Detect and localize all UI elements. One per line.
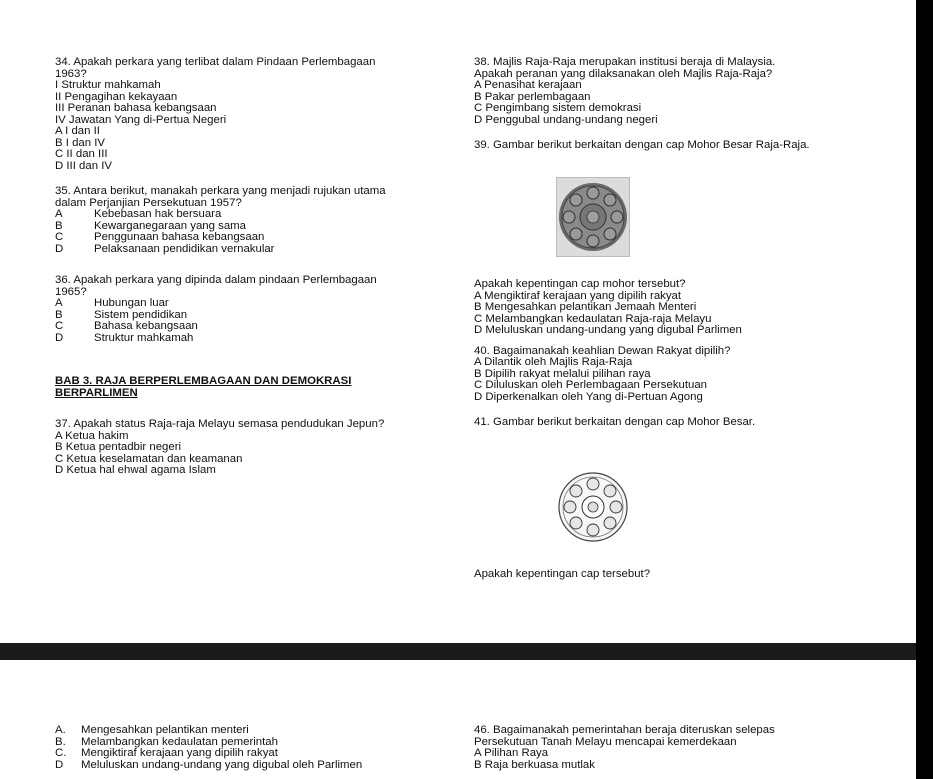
answer-option: C Ketua keselamatan dan keamanan: [55, 452, 243, 465]
answer-option: D III dan IV: [55, 159, 112, 172]
answer-option: B Dipilih rakyat melalui pilihan raya: [474, 367, 651, 380]
left-column: [55, 57, 455, 477]
answer-option: C Diluluskan oleh Perlembagaan Persekutuan: [474, 379, 708, 391]
answer-option: D Diperkenalkan oleh Yang di-Pertuan Agong: [474, 390, 703, 403]
answer-option: A Dilantik oleh Majlis Raja-Raja: [474, 356, 633, 368]
seal-photo: [556, 177, 630, 257]
right-column-continued: [474, 279, 894, 429]
question-41-options: [55, 725, 455, 771]
question-37: [55, 419, 455, 477]
question-stem: Apakah peranan yang dilaksanakan oleh Majlis Raja-Raja?: [474, 67, 773, 80]
answer-option: A Mengiktiraf kerajaan yang dipilih rakyat: [474, 289, 682, 302]
chapter-title: BERPARLIMEN: [55, 386, 138, 399]
answer-option: B Sistem pendidikan: [55, 308, 188, 321]
question-prompt: Apakah kepentingan cap mohor tersebut?: [474, 278, 686, 290]
question-41-stem: 41. Gambar berikut berkaitan dengan cap Mohor Besar.: [474, 416, 756, 428]
answer-option: D Meluluskan undang-undang yang digubal oleh Parlimen: [55, 758, 363, 771]
question-stem: 35. Antara berikut, manakah perkara yang menjadi rujukan utama: [55, 185, 386, 197]
answer-option: D Meluluskan undang-undang yang digubal Parlimen: [474, 324, 742, 336]
answer-option: C. Mengiktiraf kerajaan yang dipilih rakyat: [55, 747, 278, 759]
question-34: [55, 57, 455, 172]
right-column: [474, 57, 894, 152]
answer-option: B Ketua pentadbir negeri: [55, 441, 182, 453]
question-39-stem: 39. Gambar berikut berkaitan dengan cap Mohor Besar Raja-Raja.: [474, 139, 810, 151]
chapter-title: BAB 3. RAJA BERPERLEMBAGAAN DAN DEMOKRASI: [55, 375, 352, 387]
answer-option: A Hubungan luar: [55, 297, 169, 309]
worksheet-page-2: [0, 660, 916, 779]
answer-option: B Kewarganegaraan yang sama: [55, 219, 246, 232]
seal-drawing: [554, 471, 632, 543]
question-stem: 38. Majlis Raja-Raja merupakan institusi beraja di Malaysia.: [474, 56, 776, 68]
answer-option: D Struktur mahkamah: [55, 331, 194, 344]
answer-option: A I dan II: [55, 125, 100, 137]
answer-option: B Pakar perlembagaan: [474, 90, 591, 103]
question-stem: 1963?: [55, 67, 87, 80]
question-stem: 46. Bagaimanakah pemerintahan beraja diteruskan selepas: [474, 724, 775, 736]
answer-option: C II dan III: [55, 148, 108, 160]
answer-option: A Pilihan Raya: [474, 747, 549, 759]
question-prompt: Apakah kepentingan cap tersebut?: [474, 568, 651, 580]
answer-option: A. Mengesahkan pelantikan menteri: [55, 724, 249, 736]
question-39: [474, 279, 894, 337]
page-separator: [0, 643, 933, 660]
answer-option: D Pelaksanaan pendidikan vernakular: [55, 242, 275, 255]
answer-option: B Mengesahkan pelantikan Jemaah Menteri: [474, 301, 697, 313]
answer-option: A Kebebasan hak bersuara: [55, 208, 222, 220]
question-46: [474, 725, 894, 771]
question-stem: 1965?: [55, 285, 87, 298]
statement-item: II Pengagihan kekayaan: [55, 90, 178, 103]
question-41-prompt-block: [474, 569, 894, 581]
answer-option: C Pengimbang sistem demokrasi: [474, 102, 642, 114]
question-stem: dalam Perjanjian Persekutuan 1957?: [55, 196, 242, 209]
royal-seal-outline-icon: [554, 471, 632, 543]
royal-seal-icon: [557, 178, 629, 256]
question-stem: 40. Bagaimanakah keahlian Dewan Rakyat dipilih?: [474, 344, 731, 357]
answer-option: A Ketua hakim: [55, 429, 129, 442]
question-stem: Persekutuan Tanah Melayu mencapai kemerdekaan: [474, 735, 737, 748]
answer-option: C Bahasa kebangsaan: [55, 320, 198, 332]
question-35: [55, 186, 455, 255]
answer-option: D Penggubal undang-undang negeri: [474, 113, 658, 126]
question-stem: 37. Apakah status Raja-raja Melayu semasa pendudukan Jepun?: [55, 418, 385, 430]
question-36: [55, 275, 455, 344]
answer-option: C Penggunaan bahasa kebangsaan: [55, 231, 265, 243]
statement-item: III Peranan bahasa kebangsaan: [55, 102, 217, 114]
question-38: [474, 57, 894, 126]
window-edge: [916, 0, 933, 779]
answer-option: D Ketua hal ehwal agama Islam: [55, 464, 216, 476]
question-stem: 34. Apakah perkara yang terlibat dalam Pindaan Perlembagaan: [55, 56, 376, 68]
question-stem: 36. Apakah perkara yang dipinda dalam pindaan Perlembagaan: [55, 274, 377, 286]
question-40: [474, 346, 894, 404]
answer-option: B. Melambangkan kedaulatan pemerintah: [55, 735, 278, 748]
chapter-heading: [55, 376, 455, 399]
answer-option: A Penasihat kerajaan: [474, 79, 582, 91]
answer-option: B Raja berkuasa mutlak: [474, 758, 595, 771]
answer-option: C Melambangkan kedaulatan Raja-raja Melayu: [474, 312, 712, 325]
answer-option: B I dan IV: [55, 136, 106, 149]
statement-item: I Struktur mahkamah: [55, 79, 161, 91]
statement-item: IV Jawatan Yang di-Pertua Negeri: [55, 113, 227, 126]
